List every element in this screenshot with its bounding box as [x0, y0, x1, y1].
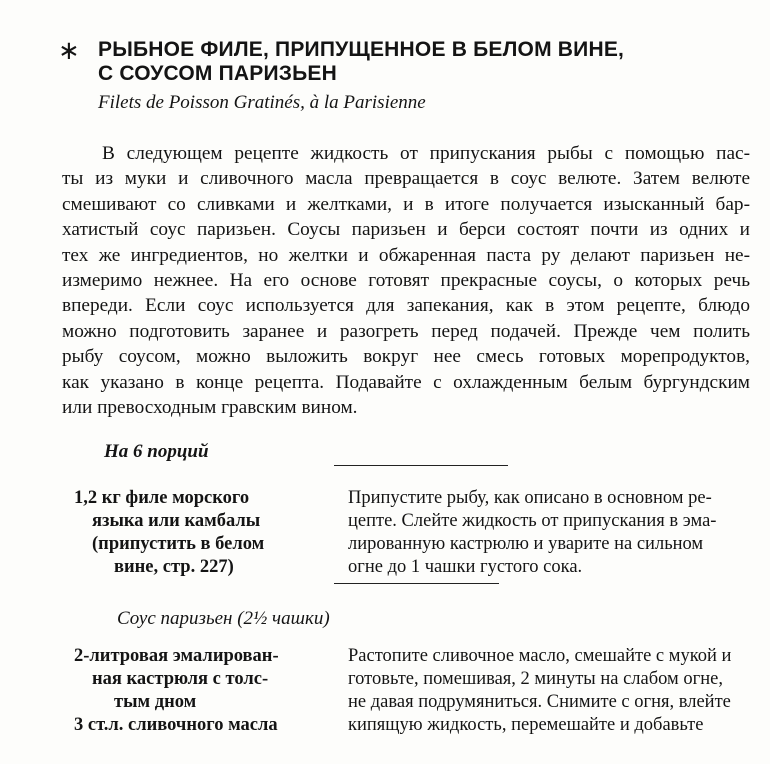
sauce-section-title: Соус паризьен (2½ чашки) [117, 608, 330, 629]
intro-line: как указано в конце рецепта. Подавайте с охлажденным белым бургундским [62, 371, 750, 393]
intro-line: измеримо нежнее. На его основе готовят прекрасные соусы, о которых речь [62, 270, 750, 292]
intro-line: впереди. Если соус используется для запекания, как в этом рецепте, блюдо [62, 295, 750, 317]
intro-line: ты из муки и сливочного масла превращается в соус велюте. Затем велюте [62, 168, 750, 190]
ingredient-line: 3 ст.л. сливочного масла [74, 715, 278, 735]
intro-line: смешивают со сливками и желтками, и в итоге получается изысканный бар- [62, 193, 750, 215]
intro-line: тех же ингредиентов, но желтки и обжаренная паста ру делают паризьен не- [62, 244, 750, 266]
recipe-title [98, 38, 624, 86]
divider-rule [334, 465, 508, 466]
ingredient-line: (припустить в белом [92, 534, 265, 554]
servings-heading: На 6 порций [104, 441, 209, 462]
ingredient-line: ная кастрюля с толс- [92, 669, 269, 689]
ingredient-line: 1,2 кг филе морского [74, 488, 250, 508]
ingredient-line: 2-литровая эмалирован- [74, 646, 279, 666]
intro-line: хатистый соус паризьен. Соусы паризьен и берси состоят почти из одних и [62, 219, 750, 241]
ingredient-block-sauce [74, 645, 279, 737]
step-line: готовьте, помешивая, 2 минуты на слабом огне, [348, 669, 723, 689]
intro-paragraph [62, 141, 750, 420]
step-line: Растопите сливочное масло, смешайте с мукой и [348, 646, 732, 666]
step-line: не давая подрумяниться. Снимите с огня, влейте [348, 692, 731, 712]
divider-rule [334, 583, 499, 584]
step-line: Припустите рыбу, как описано в основном ре- [348, 488, 712, 508]
step-line: лированную кастрюлю и уварите на сильном [348, 534, 704, 554]
ingredient-line: языка или камбалы [92, 511, 261, 531]
ingredient-block-fish [74, 487, 264, 579]
intro-line: рыбу соусом, можно выложить вокруг нее смесь готовых морепродуктов, [62, 346, 750, 368]
intro-line: можно подготовить заранее и разогреть перед подачей. Прежде чем полить [62, 320, 750, 342]
step-line: цепте. Слейте жидкость от припускания в эма- [348, 511, 717, 531]
recipe-subtitle-french: Filets de Poisson Gratinés, à la Parisienne [98, 92, 426, 113]
step-poach-fish [348, 487, 716, 579]
intro-line: В следующем рецепте жидкость от припускания рыбы с помощью пас- [102, 143, 750, 164]
recipe-title-line: С СОУСОМ ПАРИЗЬЕН [98, 62, 338, 85]
recipe-title-line: РЫБНОЕ ФИЛЕ, ПРИПУЩЕННОЕ В БЕЛОМ ВИНЕ, [98, 38, 625, 61]
asterisk-marker: ∗ [58, 36, 80, 66]
intro-line: или превосходным гравским вином. [62, 397, 358, 419]
step-line: кипящую жидкость, перемешайте и добавьте [348, 715, 704, 735]
ingredient-line: вине, стр. 227) [114, 557, 234, 577]
step-make-sauce [348, 645, 731, 737]
step-line: огне до 1 чашки густого сока. [348, 557, 583, 577]
ingredient-line: тым дном [114, 692, 197, 712]
